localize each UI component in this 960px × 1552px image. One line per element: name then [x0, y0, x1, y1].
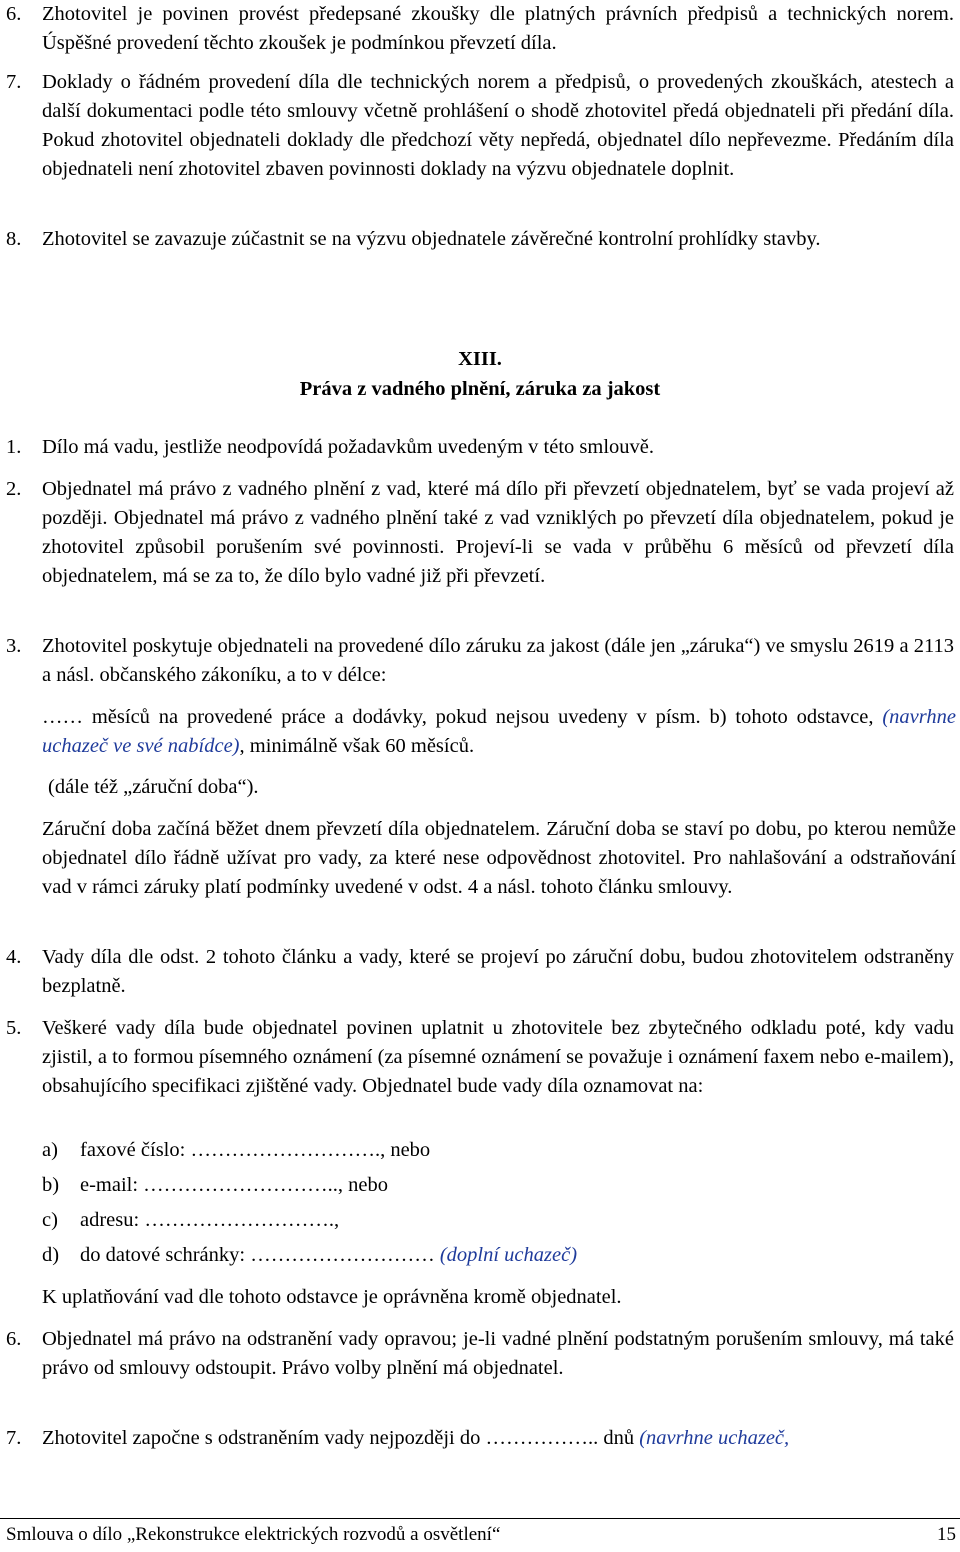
item-number: 6. [6, 3, 22, 25]
warranty-period [42, 703, 956, 761]
contact-option [42, 1206, 956, 1235]
clause-closing: K uplatňování vad dle tohoto odstavce je oprávněna kromě objednatel. [42, 1286, 622, 1308]
clause-number: 1. [6, 436, 22, 458]
section-title: Práva z vadného plnění, záruka za jakost [299, 378, 661, 400]
page-number: 15 [937, 1524, 956, 1545]
clause-number: 6. [6, 1328, 22, 1350]
list-item [0, 225, 956, 254]
warranty-definition: (dále též „záruční doba“). [48, 776, 259, 798]
option-text: faxové číslo: ………………………., nebo [80, 1139, 431, 1161]
clause [0, 1424, 956, 1453]
page-footer [6, 1522, 956, 1548]
clause-number: 3. [6, 635, 22, 657]
list-item [0, 68, 956, 184]
clause-text: Objednatel má právo na odstranění vady opravou; je-li vadné plnění podstatným porušením smlouvy, má také právo od smlouvy odstoupit. Právo volby plnění má objednatel. [42, 1328, 954, 1379]
warranty-start: Záruční doba začíná běžet dnem převzetí díla objednatelem. Záruční doba se staví po dobu, po kterou nemůže objednatel dílo řádně užívat pro vady, za které nese odpovědnost zhotovitel. Pro nahlašování a odstraňování vad v rámci záruky platí podmínky uvedené v odst. 4 a násl. tohoto článku smlouvy. [42, 818, 956, 898]
clause [0, 1325, 956, 1383]
footer-divider [0, 1518, 960, 1519]
option-text: adresu: ………………………., [80, 1209, 340, 1231]
clause [0, 1014, 956, 1101]
clause [0, 433, 956, 462]
clause-text: Objednatel má právo z vadného plnění z vad, které má dílo při převzetí objednatelem, byť se vada projeví až později. Objednatel má právo z vadného plnění také z vad vzniklých po převzetí díla objednatelem, pokud je zhotovitel způsobil porušením své povinnosti. Projeví-li se vada v průběhu 6 měsíců od převzetí díla objednatelem, má se za to, že dílo bylo vadné již při převzetí. [42, 478, 954, 587]
item-text: Zhotovitel je povinen provést předepsané zkoušky dle platných právních předpisů a technických norem. Úspěšné provedení těchto zkoušek je podmínkou převzetí díla. [42, 3, 954, 54]
option-label: d) [42, 1244, 60, 1266]
clause-number: 2. [6, 478, 22, 500]
section-number: XIII. [458, 348, 502, 370]
bidder-note: (navrhne uchazeč ve své nabídce) [42, 706, 956, 757]
clause-text: Dílo má vadu, jestliže neodpovídá požadavkům uvedeným v této smlouvě. [42, 436, 655, 458]
clause-number: 5. [6, 1017, 22, 1039]
warranty-text-end: , minimálně však 60 měsíců. [239, 735, 475, 757]
list-item [0, 0, 956, 58]
item-number: 8. [6, 228, 22, 250]
warranty-text: …… měsíců na provedené práce a dodávky, pokud nejsou uvedeny v písm. b) tohoto odstavce, [42, 706, 883, 728]
clause-text: Zhotovitel započne s odstraněním vady nejpozději do …………….. dnů [42, 1427, 640, 1449]
option-label: b) [42, 1174, 60, 1196]
bidder-note: (navrhne uchazeč, [639, 1427, 790, 1449]
item-text: Doklady o řádném provedení díla dle technických norem a předpisů, o provedených zkouškách, atestech a další dokumentaci podle této smlouvy včetně prohlášení o shodě zhotovitel předá objednateli při předání díla. Pokud zhotovitel objednateli doklady dle předchozí věty nepředá, objednatel dílo nepřevezme. Předáním díla objednateli není zhotovitel zbaven povinnosti doklady na výzvu objednatele doplnit. [42, 71, 954, 180]
bidder-note: (doplní uchazeč) [439, 1244, 578, 1266]
clause-number: 7. [6, 1427, 22, 1449]
clause-text: Zhotovitel poskytuje objednateli na provedené dílo záruku za jakost (dále jen „záruka“) ve smyslu 2619 a 2113 a násl. občanského zákoníku, a to v délce: [42, 635, 954, 686]
contact-option [42, 1171, 956, 1200]
option-text: e-mail: ……………………….., nebo [80, 1174, 389, 1196]
clause [0, 475, 956, 591]
item-number: 7. [6, 71, 22, 93]
contact-option [42, 1241, 956, 1270]
contact-option [42, 1136, 956, 1165]
clause-text: Vady díla dle odst. 2 tohoto článku a vady, které se projeví po záruční dobu, budou zhotovitelem odstraněny bezplatně. [42, 946, 954, 997]
footer-title: Smlouva o dílo „Rekonstrukce elektrických rozvodů a osvětlení“ [6, 1524, 501, 1545]
clause-number: 4. [6, 946, 22, 968]
clause [0, 943, 956, 1001]
option-label: c) [42, 1209, 58, 1231]
option-label: a) [42, 1139, 58, 1161]
option-text: do datové schránky: ……………………… [80, 1244, 440, 1266]
clause-text: Veškeré vady díla bude objednatel povinen uplatnit u zhotovitele bez zbytečného odkladu poté, kdy vadu zjistil, a to formou písemného oznámení (za písemné oznámení se považuje i oznámení faxem nebo e-mailem), obsahujícího specifikaci zjištěné vady. Objednatel bude vady díla oznamovat na: [42, 1017, 954, 1097]
item-text: Zhotovitel se zavazuje zúčastnit se na výzvu objednatele závěrečné kontrolní prohlídky stavby. [42, 228, 821, 250]
clause [0, 632, 956, 690]
